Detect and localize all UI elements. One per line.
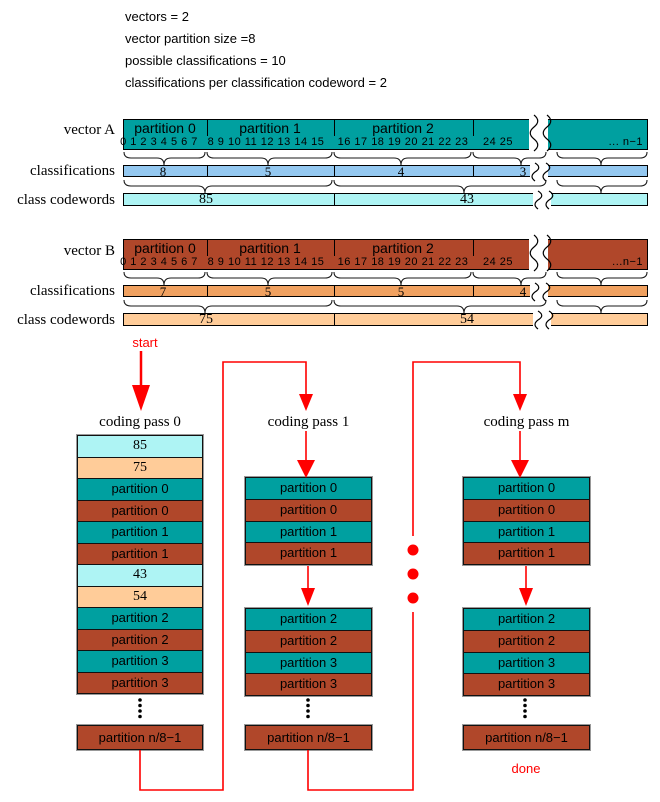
stack-row: partition 3 <box>77 672 203 695</box>
passm-arrowhead-group2 <box>519 588 533 606</box>
config-line-classifications: possible classifications = 10 <box>125 53 286 68</box>
stack-row: 75 <box>77 457 203 480</box>
coding-pass-m-tail: partition n/8−1 <box>463 725 590 750</box>
config-block <box>125 6 387 94</box>
vector-b-indices-tail: ...n−1 <box>612 256 643 268</box>
cell-divider <box>334 194 335 205</box>
cell-divider <box>207 286 208 296</box>
stack-row: partition 0 <box>245 477 372 500</box>
stack-row: partition 0 <box>77 478 203 501</box>
vector-b-classifications-band <box>123 285 648 297</box>
classification-value: 8 <box>159 164 167 179</box>
config-line-codeword: classifications per classification codeword = 2 <box>125 75 387 90</box>
vector-a-classifications-label: classifications <box>30 163 115 179</box>
vector-a-codewords-label: class codewords <box>17 192 115 208</box>
classification-value: 5 <box>264 164 272 179</box>
coding-pass-m-title: coding pass m <box>483 414 570 430</box>
classification-value: 7 <box>159 284 167 299</box>
codeword-value: 43 <box>460 192 474 207</box>
pass1-arrowhead-top <box>299 394 313 411</box>
vector-b-partition-2: partition 2 <box>372 240 434 256</box>
classification-value: 4 <box>397 164 405 179</box>
codeword-value: 54 <box>460 312 474 327</box>
stack-row: partition 0 <box>245 499 372 522</box>
classification-value: 5 <box>397 284 405 299</box>
stack-row: partition 1 <box>77 521 203 544</box>
vector-a-codewords-band <box>123 193 648 206</box>
red-ellipsis-dot <box>408 545 419 556</box>
vector-a-sample-braces <box>124 152 647 165</box>
cell-divider <box>334 286 335 296</box>
stack-row: partition 3 <box>463 652 590 675</box>
coding-pass-1-group-1 <box>245 477 372 565</box>
vector-b-indices-0: 0 1 2 3 4 5 6 7 <box>120 256 198 268</box>
vector-b-sample-braces <box>124 272 647 285</box>
red-ellipsis-dot <box>408 593 419 604</box>
start-arrowhead <box>132 385 150 411</box>
stack-row: partition 2 <box>463 630 590 653</box>
coding-pass-0-stack <box>77 435 203 694</box>
vector-a-partition-2: partition 2 <box>372 120 434 136</box>
passm-arrowhead-top <box>513 394 527 411</box>
partition-divider <box>334 240 335 256</box>
stack-row: partition 3 <box>77 650 203 673</box>
stack-row: partition 2 <box>245 608 372 631</box>
partition-divider <box>334 120 335 136</box>
pass1-arrowhead-group2 <box>301 588 315 606</box>
partition-divider <box>207 240 208 256</box>
codeword-value: 75 <box>199 312 213 327</box>
config-line-partition-size: vector partition size =8 <box>125 31 256 46</box>
stack-row: partition 1 <box>77 543 203 566</box>
codeword-value: 85 <box>199 192 213 207</box>
classification-value: 5 <box>264 284 272 299</box>
coding-pass-1-group-2 <box>245 608 372 696</box>
vector-b-partition-0: partition 0 <box>134 240 196 256</box>
cell-divider <box>334 314 335 325</box>
red-ellipsis-dot <box>408 569 419 580</box>
stack-row: partition 2 <box>77 607 203 630</box>
stack-row: partition 3 <box>463 673 590 696</box>
vector-b-classifications-label: classifications <box>30 283 115 299</box>
stack-row: partition 3 <box>245 673 372 696</box>
black-ellipsis-dots <box>138 698 527 718</box>
done-label: done <box>511 761 541 776</box>
coding-pass-0-title: coding pass 0 <box>99 414 181 430</box>
stack-row: partition 1 <box>463 521 590 544</box>
classification-value: 4 <box>519 284 527 299</box>
classification-value: 3 <box>519 164 527 179</box>
coding-pass-m-group-1 <box>463 477 590 565</box>
start-label: start <box>132 335 158 350</box>
passm-arrowhead-group1 <box>511 460 529 478</box>
stack-row: 43 <box>77 564 203 587</box>
coding-pass-0-tail: partition n/8−1 <box>77 725 203 750</box>
vector-a-indices-1: 8 9 10 11 12 13 14 15 <box>207 136 325 148</box>
vector-a-label: vector A <box>63 122 115 138</box>
stack-row: partition 1 <box>245 542 372 565</box>
coding-pass-1-title: coding pass 1 <box>267 414 350 430</box>
partition-divider <box>473 120 474 136</box>
stack-row: partition 0 <box>77 500 203 523</box>
vector-a-indices-3: 24 25 <box>482 136 514 148</box>
partition-divider <box>473 240 474 256</box>
vector-a-indices-0: 0 1 2 3 4 5 6 7 <box>120 136 198 148</box>
vector-a-indices-2: 16 17 18 19 20 21 22 23 <box>337 136 469 148</box>
cell-divider <box>473 166 474 176</box>
pass1-arrowhead-group1 <box>297 460 315 478</box>
vector-a-indices-tail: ... n−1 <box>608 136 643 148</box>
stack-row: 85 <box>77 435 203 458</box>
config-line-vectors: vectors = 2 <box>125 9 189 24</box>
vector-b-indices-3: 24 25 <box>482 256 514 268</box>
stack-row: partition 0 <box>463 499 590 522</box>
vector-b-codewords-label: class codewords <box>17 312 115 328</box>
partition-divider <box>207 120 208 136</box>
stack-row: partition 2 <box>245 630 372 653</box>
coding-pass-1-tail: partition n/8−1 <box>245 725 372 750</box>
vector-a-partition-0: partition 0 <box>134 120 196 136</box>
stack-row: partition 1 <box>463 542 590 565</box>
stack-row: partition 0 <box>463 477 590 500</box>
vector-b-indices-2: 16 17 18 19 20 21 22 23 <box>337 256 469 268</box>
vector-b-indices-1: 8 9 10 11 12 13 14 15 <box>207 256 325 268</box>
cell-divider <box>207 166 208 176</box>
stack-row: partition 2 <box>77 629 203 652</box>
stack-row: 54 <box>77 586 203 609</box>
stack-row: partition 3 <box>245 652 372 675</box>
vector-b-label: vector B <box>63 243 115 259</box>
vector-a-partition-1: partition 1 <box>239 120 301 136</box>
cell-divider <box>473 286 474 296</box>
vector-b-codewords-band <box>123 313 648 326</box>
vector-a-band <box>120 119 648 150</box>
cell-divider <box>334 166 335 176</box>
coding-pass-m-group-2 <box>463 608 590 696</box>
stack-row: partition 1 <box>245 521 372 544</box>
vector-a-classifications-band <box>123 165 648 177</box>
vector-b-band <box>120 239 648 270</box>
stack-row: partition 2 <box>463 608 590 631</box>
vector-b-partition-1: partition 1 <box>239 240 301 256</box>
